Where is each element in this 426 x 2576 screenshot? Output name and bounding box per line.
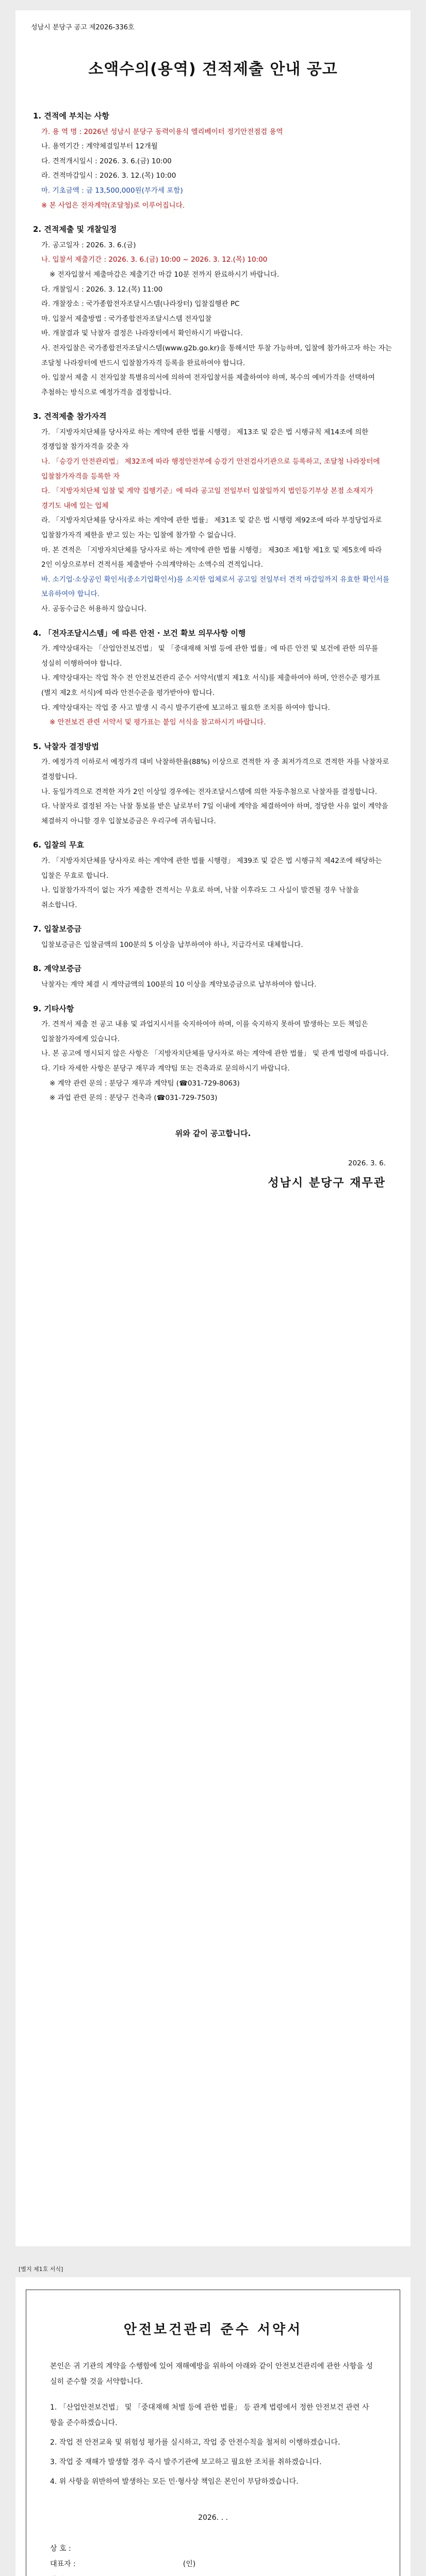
pledge-field-value: (인): [183, 2560, 196, 2568]
notice-sheet: [15, 10, 411, 2246]
section-line: 가. 예정가격 이하로서 예정가격 대비 낙찰하한율(88%) 이상으로 견적한 자 중 최저가격으로 견적한 자를 낙찰자로 결정합니다.: [41, 758, 389, 781]
section-line: 사. 공동수급은 허용하지 않습니다.: [41, 605, 147, 613]
notice-section: [33, 838, 393, 912]
section-line: ※ 과업 관련 문의 : 분당구 건축과 (☎031-729-7503): [50, 1094, 218, 1103]
section-line: ※ 계약 관련 문의 : 분당구 재무과 계약팀 (☎031-729-8063): [50, 1079, 240, 1088]
notice-section: [33, 1002, 393, 1106]
section-heading: 4. 「전자조달시스템」에 따른 안전 · 보건 확보 의무사항 이행: [33, 628, 246, 638]
section-line: 가. 「지방자치단체를 당사자로 하는 계약에 관한 법률 시행령」 제39조 및 같은 법 시행규칙 제42조에 해당하는 입찰은 무효로 합니다.: [41, 856, 382, 880]
section-line: 다. 계약상대자는 작업 중 사고 발생 시 즉시 발주기관에 보고하고 필요한 조치를 하여야 합니다.: [41, 703, 330, 712]
section-line: 가. 공고일자 : 2026. 3. 6.(금): [41, 241, 136, 249]
section-line: 다. 견적개시일시 : 2026. 3. 6.(금) 10:00: [41, 157, 172, 165]
pledge-item: 1. 「산업안전보건법」 및 「중대재해 처벌 등에 관한 법률」 등 관계 법령에서 정한 안전보건 관련 사항을 준수하겠습니다.: [50, 2403, 369, 2427]
notice-section: [33, 626, 393, 730]
section-line: 나. 계약상대자는 작업 착수 전 안전보건관리 준수 서약서(별지 제1호 서식)를 제출하여야 하며, 안전수준 평가표(별지 제2호 서식)에 따라 안전수준을 평가받아야 합니다.: [41, 674, 381, 697]
pledge-intro: 본인은 귀 기관의 계약을 수행함에 있어 재해예방을 위하여 아래와 같이 안전보건관리에 관한 사항을 성실히 준수할 것을 서약합니다.: [50, 2362, 373, 2386]
pledge-frame: [26, 2290, 400, 2576]
section-line: 가. 용 역 명 : 2026년 성남시 분당구 동력이용식 엘리베이터 정기안전점검 용역: [41, 127, 283, 136]
pledge-items: [50, 2400, 376, 2489]
notice-section: [33, 109, 393, 213]
section-line: 다. 「지방자치단체 입찰 및 계약 집행기준」에 따라 공고일 전일부터 입찰일까지 법인등기부상 본점 소재지가 경기도 내에 있는 업체: [41, 487, 373, 510]
pledge-field: [50, 2541, 400, 2556]
section-line: 마. 본 견적은 「지방자치단체를 당사자로 하는 계약에 관한 법률 시행령」 제30조 제1항 제1호 및 제5호에 따라 2인 이상으로부터 견적서를 제출받아 수의계약하는 소액수의 견적입니다.: [41, 546, 382, 569]
pledge-sheet: [15, 2277, 411, 2576]
section-heading: 3. 견적제출 참가자격: [33, 412, 107, 421]
section-line: 바. 소기업·소상공인 확인서(중소기업확인서)를 소지한 업체로서 공고일 전일부터 견적 마감일까지 유효한 확인서를 보유하여야 합니다.: [41, 575, 389, 599]
section-heading: 6. 입찰의 무효: [33, 840, 85, 850]
pledge-title: 안전보건관리 준수 서약서: [123, 2322, 303, 2337]
attachment-label-1: [별지 제1호 서식]: [19, 2266, 63, 2273]
pledge-item: 3. 작업 중 재해가 발생할 경우 즉시 발주기관에 보고하고 필요한 조치를 취하겠습니다.: [50, 2458, 322, 2466]
pledge-field-label: 상 호 :: [50, 2545, 71, 2553]
notice-section: [33, 922, 393, 952]
section-line: 마. 입찰서 제출방법 : 국가종합전자조달시스템 전자입찰: [41, 314, 212, 323]
section-heading: 8. 계약보증금: [33, 964, 81, 974]
section-heading: 5. 낙찰자 결정방법: [33, 741, 100, 751]
notice-section: [33, 222, 393, 400]
section-line: 나. 본 공고에 명시되지 않은 사항은 「지방자치단체를 당사자로 하는 계약에 관한 법률」 및 관계 법령에 따릅니다.: [41, 1049, 389, 1058]
section-line: 다. 개찰일시 : 2026. 3. 12.(목) 11:00: [41, 285, 163, 294]
signer: 성남시 분당구 재무관: [268, 1177, 386, 1190]
section-heading: 1. 견적에 부치는 사항: [33, 111, 109, 121]
pledge-field: [50, 2556, 400, 2572]
pledge-field-label: [50, 2572, 71, 2576]
section-line: ※ 안전보건 관련 서약서 및 평가표는 붙임 서식을 참고하시기 바랍니다.: [50, 718, 266, 727]
section-line: ※ 전자입찰서 제출마감은 제출기간 마감 10분 전까지 완료하시기 바랍니다.: [50, 270, 280, 279]
section-line: 다. 기타 자세한 사항은 분당구 재무과 계약팀 또는 건축과로 문의하시기 바랍니다.: [41, 1064, 290, 1073]
section-line: 낙찰자는 계약 체결 시 계약금액의 100분의 10 이상을 계약보증금으로 납부하여야 합니다.: [41, 980, 317, 989]
section-line: 아. 입찰서 제출 시 전자입찰 특별유의서에 의하여 전자입찰서를 제출하여야 하며, 복수의 예비가격을 선택하여 추첨하는 방식으로 예정가격을 결정합니다.: [41, 374, 375, 397]
notice-section: [33, 961, 393, 992]
notice-section: [33, 409, 393, 616]
section-line: 마. 기초금액 : 금 13,500,000원(부가세 포함): [41, 186, 183, 195]
section-heading: 2. 견적제출 및 개찰일정: [33, 225, 117, 234]
section-heading: 9. 기타사항: [33, 1004, 74, 1013]
section-line: 나. 「승강기 안전관리법」 제32조에 따라 행정안전부에 승강기 안전검사기관으로 등록하고, 조달청 나라장터에 입찰참가자격을 등록한 자: [41, 457, 380, 481]
closing-text: 위와 같이 공고합니다.: [175, 1128, 251, 1138]
section-line: 나. 입찰서 제출기간 : 2026. 3. 6.(금) 10:00 ~ 2026. 3. 12.(목) 10:00: [41, 256, 268, 264]
section-line: 라. 개찰장소 : 국가종합전자조달시스템(나라장터) 입찰집행관 PC: [41, 300, 240, 309]
page-title: 소액수의(용역) 견적제출 안내 공고: [88, 60, 338, 78]
notice-date: 2026. 3. 6.: [348, 1159, 386, 1168]
pledge-item: 4. 위 사항을 위반하여 발생하는 모든 민·형사상 책임은 본인이 부담하겠습니다.: [50, 2478, 299, 2486]
pledge-field: [50, 2572, 400, 2576]
section-line: ※ 본 사업은 전자계약(조달청)로 이루어집니다.: [41, 201, 185, 210]
pledge-field-label: 대표자 :: [50, 2560, 76, 2568]
notice-body: [15, 109, 411, 1106]
section-line: 나. 용역기간 : 계약체결일부터 12개월: [41, 142, 158, 151]
pledge-signature-block: [26, 2541, 400, 2576]
pledge-date: 2026. . .: [198, 2514, 228, 2522]
section-line: 나. 동일가격으로 견적한 자가 2인 이상일 경우에는 전자조달시스템에 의한 자동추첨으로 낙찰자를 결정합니다.: [41, 787, 378, 796]
notice-section: [33, 739, 393, 829]
section-line: 다. 낙찰자로 결정된 자는 낙찰 통보를 받은 날로부터 7일 이내에 계약을 체결하여야 하며, 정당한 사유 없이 계약을 체결하지 아니할 경우 입찰보증금은 우리구에 귀속됩니다.: [41, 802, 388, 825]
notice-number: 성남시 분당구 공고 제2026-336호: [31, 24, 135, 31]
pledge-item: 2. 작업 전 안전교육 및 위험성 평가를 실시하고, 작업 중 안전수칙을 철저히 이행하겠습니다.: [50, 2438, 340, 2447]
section-line: 라. 견적마감일시 : 2026. 3. 12.(목) 10:00: [41, 172, 176, 180]
section-line: 가. 견적서 제출 전 공고 내용 및 과업지시서를 숙지하여야 하며, 이를 숙지하지 못하여 발생하는 모든 책임은 입찰참가자에게 있습니다.: [41, 1020, 368, 1043]
section-line: 가. 계약상대자는 「산업안전보건법」 및 「중대재해 처벌 등에 관한 법률」에 따른 안전 및 보건에 관한 의무를 성실히 이행하여야 합니다.: [41, 645, 379, 668]
section-line: 가. 「지방자치단체를 당사자로 하는 계약에 관한 법률 시행령」 제13조 및 같은 법 시행규칙 제14조에 의한 경쟁입찰 참가자격을 갖춘 자: [41, 428, 369, 451]
section-line: 라. 「지방자치단체를 당사자로 하는 계약에 관한 법률」 제31조 및 같은 법 시행령 제92조에 따라 부정당업자로 입찰참가자격 제한을 받고 있는 자는 입찰에 참가할 수 없습니다.: [41, 516, 382, 540]
section-line: 나. 입찰참가자격이 없는 자가 제출한 견적서는 무효로 하며, 낙찰 이후라도 그 사실이 발견될 경우 낙찰을 취소합니다.: [41, 886, 359, 909]
section-line: 바. 개찰결과 및 낙찰자 결정은 나라장터에서 확인하시기 바랍니다.: [41, 329, 243, 338]
section-heading: 7. 입찰보증금: [33, 924, 81, 934]
section-line: 입찰보증금은 입찰금액의 100분의 5 이상을 납부하여야 하나, 지급각서로 대체합니다.: [41, 940, 303, 949]
section-line: 사. 전자입찰은 국가종합전자조달시스템(www.g2b.go.kr)을 통해서만 투찰 가능하며, 입찰에 참가하고자 하는 자는 조달청 나라장터에 반드시 입찰참가자격 등록을 완료하여야 합니다.: [41, 344, 392, 367]
